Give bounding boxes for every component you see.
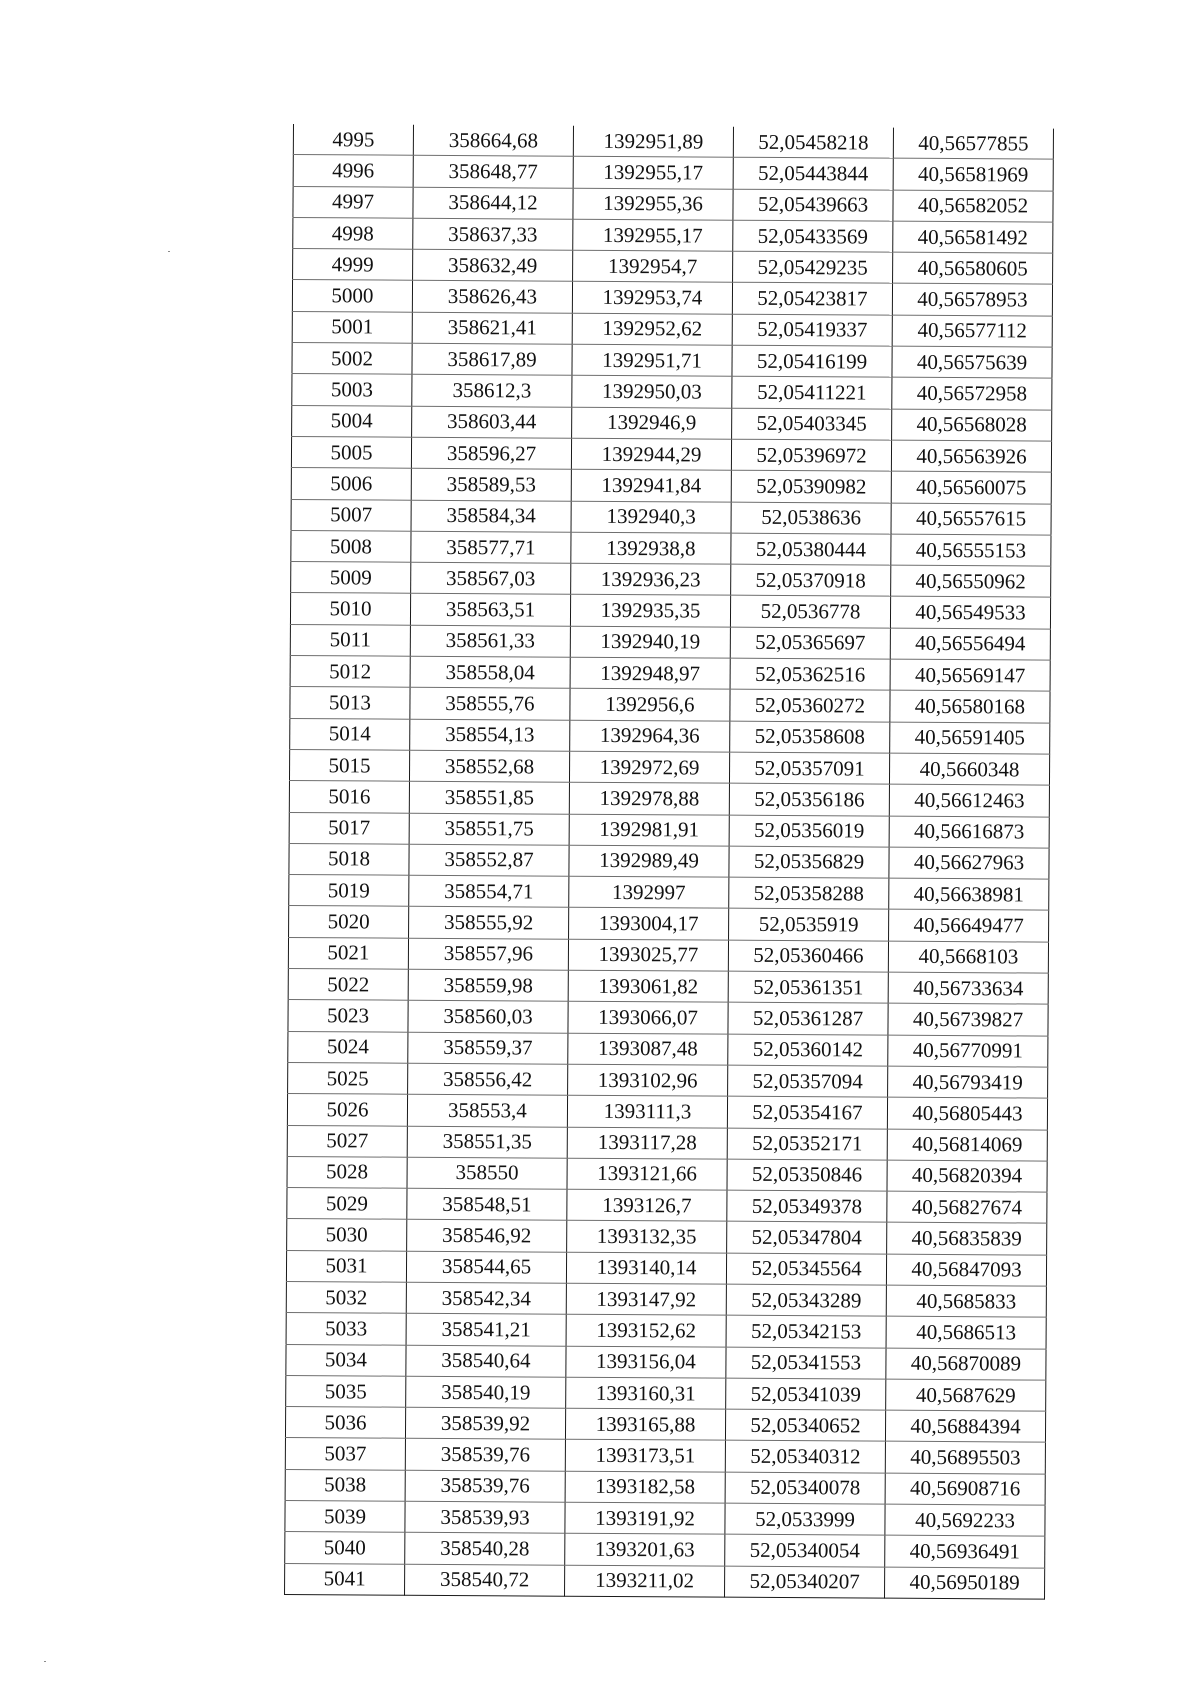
table-row [292,311,1052,347]
longitude-cell: 40,5685833 [886,1285,1046,1317]
point-number-cell: 5024 [288,1031,408,1063]
point-number-cell: 5021 [288,937,408,969]
y-coordinate-cell: 1392997 [569,876,729,908]
x-coordinate-cell: 358626,43 [412,281,572,313]
x-coordinate-cell: 358577,71 [411,531,571,563]
x-coordinate-cell: 358612,3 [412,375,572,407]
table-row [288,937,1048,973]
y-coordinate-cell: 1393173,51 [565,1440,725,1472]
y-coordinate-cell: 1393191,92 [565,1502,725,1534]
table-row [286,1281,1046,1317]
table-row [289,843,1049,879]
table-row [286,1375,1046,1411]
latitude-cell: 52,05345564 [726,1253,886,1285]
x-coordinate-cell: 358539,76 [405,1470,565,1502]
point-number-cell: 5017 [289,812,409,844]
x-coordinate-cell: 358559,37 [408,1032,568,1064]
longitude-cell: 40,56884394 [885,1410,1045,1442]
y-coordinate-cell: 1393156,04 [566,1346,726,1378]
point-number-cell: 5019 [289,875,409,907]
y-coordinate-cell: 1393117,28 [567,1127,727,1159]
latitude-cell: 52,05458218 [733,127,893,159]
longitude-cell: 40,56582052 [893,190,1053,222]
point-number-cell: 5029 [287,1188,407,1220]
x-coordinate-cell: 358546,92 [407,1220,567,1252]
table-row [287,1156,1047,1192]
point-number-cell: 5003 [292,374,412,406]
y-coordinate-cell: 1393182,58 [565,1471,725,1503]
latitude-cell: 52,05362516 [730,658,890,690]
x-coordinate-cell: 358539,92 [405,1407,565,1439]
point-number-cell: 5016 [289,781,409,813]
table-row [288,1031,1048,1067]
y-coordinate-cell: 1393102,96 [568,1064,728,1096]
x-coordinate-cell: 358555,92 [409,907,569,939]
table-row [288,1062,1048,1098]
table-row [290,624,1050,660]
x-coordinate-cell: 358544,65 [406,1251,566,1283]
table-row [293,217,1053,253]
point-number-cell: 5038 [285,1469,405,1501]
point-number-cell: 5020 [289,906,409,938]
x-coordinate-cell: 358539,76 [405,1439,565,1471]
y-coordinate-cell: 1393126,7 [567,1189,727,1221]
y-coordinate-cell: 1392938,8 [571,532,731,564]
x-coordinate-cell: 358542,34 [406,1282,566,1314]
table-row [291,468,1051,504]
longitude-cell: 40,56908716 [885,1473,1045,1505]
point-number-cell: 5000 [292,280,412,312]
point-number-cell: 5037 [285,1438,405,1470]
y-coordinate-cell: 1392955,36 [573,188,733,220]
latitude-cell: 52,05349378 [727,1190,887,1222]
y-coordinate-cell: 1393061,82 [568,970,728,1002]
table-row [287,1188,1047,1224]
table-row [289,875,1049,911]
latitude-cell: 52,05358608 [730,721,890,753]
longitude-cell: 40,56820394 [887,1160,1047,1192]
y-coordinate-cell: 1393147,92 [566,1283,726,1315]
point-number-cell: 5015 [289,749,409,781]
x-coordinate-cell: 358637,33 [413,218,573,250]
y-coordinate-cell: 1393087,48 [568,1033,728,1065]
table-row [285,1469,1045,1505]
longitude-cell: 40,5687629 [886,1379,1046,1411]
y-coordinate-cell: 1392940,19 [570,626,730,658]
longitude-cell: 40,56793419 [888,1066,1048,1098]
y-coordinate-cell: 1392972,69 [569,751,729,783]
table-row [293,186,1053,222]
y-coordinate-cell: 1392964,36 [570,720,730,752]
point-number-cell: 4999 [293,249,413,281]
longitude-cell: 40,56612463 [889,784,1049,816]
x-coordinate-cell: 358563,51 [410,594,570,626]
x-coordinate-cell: 358557,96 [408,938,568,970]
latitude-cell: 52,05356186 [729,783,889,815]
table-row [291,530,1051,566]
table-row [289,906,1049,942]
longitude-cell: 40,56638981 [889,878,1049,910]
latitude-cell: 52,05429235 [733,251,893,283]
x-coordinate-cell: 358632,49 [413,249,573,281]
longitude-cell: 40,56577112 [892,315,1052,347]
table-row [290,687,1050,723]
longitude-cell: 40,56591405 [890,722,1050,754]
longitude-cell: 40,5668103 [888,941,1048,973]
point-number-cell: 5027 [287,1125,407,1157]
x-coordinate-cell: 358553,4 [407,1094,567,1126]
y-coordinate-cell: 1392951,71 [572,344,732,376]
x-coordinate-cell: 358540,28 [405,1533,565,1565]
latitude-cell: 52,05347804 [727,1222,887,1254]
scan-speck [44,1661,46,1662]
y-coordinate-cell: 1392978,88 [569,782,729,814]
y-coordinate-cell: 1393025,77 [568,939,728,971]
longitude-cell: 40,56581492 [893,221,1053,253]
latitude-cell: 52,05365697 [730,627,890,659]
y-coordinate-cell: 1393165,88 [565,1408,725,1440]
latitude-cell: 52,05396972 [731,439,891,471]
x-coordinate-cell: 358554,13 [410,719,570,751]
y-coordinate-cell: 1392989,49 [569,845,729,877]
x-coordinate-cell: 358540,72 [405,1564,565,1596]
y-coordinate-cell: 1392951,89 [573,126,733,158]
latitude-cell: 52,05358288 [729,877,889,909]
point-number-cell: 5035 [286,1375,406,1407]
latitude-cell: 52,05340207 [725,1566,885,1598]
x-coordinate-cell: 358621,41 [412,312,572,344]
longitude-cell: 40,56572958 [892,378,1052,410]
point-number-cell: 5018 [289,843,409,875]
y-coordinate-cell: 1392954,7 [573,250,733,282]
point-number-cell: 5025 [288,1062,408,1094]
x-coordinate-cell: 358551,35 [407,1126,567,1158]
table-row [292,374,1052,410]
longitude-cell: 40,56827674 [887,1191,1047,1223]
y-coordinate-cell: 1393121,66 [567,1158,727,1190]
longitude-cell: 40,56733634 [888,972,1048,1004]
y-coordinate-cell: 1392941,84 [571,469,731,501]
latitude-cell: 52,0533999 [725,1503,885,1535]
longitude-cell: 40,56578953 [892,284,1052,316]
coordinates-table [284,124,1054,1600]
x-coordinate-cell: 358554,71 [409,875,569,907]
table-row [290,593,1050,629]
x-coordinate-cell: 358540,19 [406,1376,566,1408]
latitude-cell: 52,05439663 [733,189,893,221]
table-row [293,124,1053,159]
latitude-cell: 52,05370918 [731,564,891,596]
point-number-cell: 5007 [291,499,411,531]
point-number-cell: 5009 [291,562,411,594]
table-row [292,280,1052,316]
point-number-cell: 4997 [293,186,413,218]
point-number-cell: 5036 [285,1407,405,1439]
latitude-cell: 52,05341553 [726,1347,886,1379]
y-coordinate-cell: 1392981,91 [569,814,729,846]
point-number-cell: 5011 [290,624,410,656]
longitude-cell: 40,56616873 [889,816,1049,848]
y-coordinate-cell: 1392944,29 [571,438,731,470]
table-row [286,1344,1046,1380]
table-row [286,1250,1046,1286]
latitude-cell: 52,05340054 [725,1535,885,1567]
y-coordinate-cell: 1392950,03 [572,376,732,408]
latitude-cell: 52,05342153 [726,1315,886,1347]
longitude-cell: 40,5692233 [885,1504,1045,1536]
table-row [288,1000,1048,1036]
point-number-cell: 5040 [285,1532,405,1564]
latitude-cell: 52,05403345 [732,408,892,440]
x-coordinate-cell: 358648,77 [413,156,573,188]
longitude-cell: 40,56580605 [893,252,1053,284]
point-number-cell: 5005 [291,436,411,468]
longitude-cell: 40,56580168 [890,691,1050,723]
y-coordinate-cell: 1392955,17 [573,157,733,189]
point-number-cell: 4998 [293,217,413,249]
latitude-cell: 52,05390982 [731,470,891,502]
x-coordinate-cell: 358603,44 [412,406,572,438]
y-coordinate-cell: 1393132,35 [567,1221,727,1253]
y-coordinate-cell: 1392935,35 [570,595,730,627]
x-coordinate-cell: 358559,98 [408,969,568,1001]
longitude-cell: 40,56575639 [892,346,1052,378]
x-coordinate-cell: 358584,34 [411,500,571,532]
table-row [285,1532,1045,1568]
latitude-cell: 52,05433569 [733,220,893,252]
longitude-cell: 40,56556494 [890,628,1050,660]
latitude-cell: 52,05343289 [726,1284,886,1316]
table-row [291,436,1051,472]
table-row [285,1501,1045,1537]
table-row [287,1094,1047,1130]
point-number-cell: 5010 [290,593,410,625]
latitude-cell: 52,05356829 [729,846,889,878]
longitude-cell: 40,56569147 [890,659,1050,691]
latitude-cell: 52,05340652 [725,1409,885,1441]
longitude-cell: 40,56835839 [887,1223,1047,1255]
latitude-cell: 52,05361351 [728,971,888,1003]
table-row [285,1563,1045,1599]
x-coordinate-cell: 358551,85 [409,781,569,813]
x-coordinate-cell: 358552,68 [409,750,569,782]
point-number-cell: 5001 [292,311,412,343]
y-coordinate-cell: 1393111,3 [567,1095,727,1127]
x-coordinate-cell: 358561,33 [410,625,570,657]
latitude-cell: 52,05341039 [726,1378,886,1410]
point-number-cell: 5033 [286,1313,406,1345]
x-coordinate-cell: 358539,93 [405,1501,565,1533]
x-coordinate-cell: 358551,75 [409,813,569,845]
point-number-cell: 5022 [288,969,408,1001]
y-coordinate-cell: 1392936,23 [571,563,731,595]
y-coordinate-cell: 1392953,74 [572,282,732,314]
latitude-cell: 52,05357091 [729,752,889,784]
point-number-cell: 5013 [290,687,410,719]
x-coordinate-cell: 358541,21 [406,1313,566,1345]
longitude-cell: 40,56577855 [893,128,1053,160]
longitude-cell: 40,56557615 [891,503,1051,535]
table-row [289,749,1049,785]
latitude-cell: 52,05443844 [733,157,893,189]
latitude-cell: 52,05411221 [732,377,892,409]
longitude-cell: 40,56814069 [887,1129,1047,1161]
y-coordinate-cell: 1392948,97 [570,657,730,689]
latitude-cell: 52,05356019 [729,815,889,847]
y-coordinate-cell: 1393152,62 [566,1314,726,1346]
point-number-cell: 5031 [286,1250,406,1282]
x-coordinate-cell: 358540,64 [406,1345,566,1377]
y-coordinate-cell: 1392955,17 [573,219,733,251]
point-number-cell: 5034 [286,1344,406,1376]
longitude-cell: 40,56649477 [889,910,1049,942]
latitude-cell: 52,05361287 [728,1002,888,1034]
point-number-cell: 5039 [285,1501,405,1533]
point-number-cell: 4995 [293,124,413,156]
longitude-cell: 40,56895503 [885,1442,1045,1474]
longitude-cell: 40,56805443 [887,1097,1047,1129]
longitude-cell: 40,56870089 [886,1348,1046,1380]
latitude-cell: 52,05423817 [732,283,892,315]
x-coordinate-cell: 358644,12 [413,187,573,219]
y-coordinate-cell: 1392940,3 [571,501,731,533]
x-coordinate-cell: 358567,03 [411,562,571,594]
longitude-cell: 40,56549533 [890,597,1050,629]
x-coordinate-cell: 358596,27 [411,437,571,469]
y-coordinate-cell: 1393004,17 [569,908,729,940]
x-coordinate-cell: 358556,42 [408,1063,568,1095]
table-row [292,343,1052,379]
longitude-cell: 40,5660348 [889,753,1049,785]
table-row [290,656,1050,692]
point-number-cell: 5014 [290,718,410,750]
table-row [285,1407,1045,1443]
table-row [287,1125,1047,1161]
longitude-cell: 40,56550962 [891,565,1051,597]
latitude-cell: 52,05380444 [731,533,891,565]
point-number-cell: 5030 [287,1219,407,1251]
y-coordinate-cell: 1393211,02 [565,1565,725,1597]
latitude-cell: 52,05354167 [727,1096,887,1128]
table-row [289,812,1049,848]
x-coordinate-cell: 358555,76 [410,688,570,720]
y-coordinate-cell: 1393201,63 [565,1534,725,1566]
point-number-cell: 5026 [287,1094,407,1126]
latitude-cell: 52,05360142 [728,1034,888,1066]
y-coordinate-cell: 1393160,31 [566,1377,726,1409]
x-coordinate-cell: 358548,51 [407,1188,567,1220]
longitude-cell: 40,56847093 [886,1254,1046,1286]
point-number-cell: 5002 [292,343,412,375]
latitude-cell: 52,0536778 [730,596,890,628]
table-row [291,562,1051,598]
scan-speck [168,251,170,252]
point-number-cell: 5012 [290,656,410,688]
latitude-cell: 52,0538636 [731,502,891,534]
longitude-cell: 40,5686513 [886,1316,1046,1348]
latitude-cell: 52,05340078 [725,1472,885,1504]
point-number-cell: 5032 [286,1281,406,1313]
longitude-cell: 40,56739827 [888,1003,1048,1035]
point-number-cell: 5006 [291,468,411,500]
latitude-cell: 52,05419337 [732,314,892,346]
latitude-cell: 52,05340312 [725,1441,885,1473]
table-row [293,155,1053,191]
table-row [288,969,1048,1005]
y-coordinate-cell: 1392952,62 [572,313,732,345]
longitude-cell: 40,56555153 [891,534,1051,566]
longitude-cell: 40,56563926 [891,440,1051,472]
table-row [287,1219,1047,1255]
x-coordinate-cell: 358552,87 [409,844,569,876]
latitude-cell: 52,05357094 [728,1065,888,1097]
latitude-cell: 52,0535919 [729,909,889,941]
table-row [292,405,1052,441]
x-coordinate-cell: 358550 [407,1157,567,1189]
table-row [290,718,1050,754]
y-coordinate-cell: 1393066,07 [568,1002,728,1034]
longitude-cell: 40,56568028 [892,409,1052,441]
longitude-cell: 40,56936491 [885,1536,1045,1568]
y-coordinate-cell: 1392956,6 [570,689,730,721]
x-coordinate-cell: 358664,68 [413,125,573,157]
point-number-cell: 5041 [285,1563,405,1595]
latitude-cell: 52,05360466 [728,940,888,972]
latitude-cell: 52,05416199 [732,345,892,377]
table-row [289,781,1049,817]
x-coordinate-cell: 358558,04 [410,656,570,688]
point-number-cell: 4996 [293,155,413,187]
latitude-cell: 52,05360272 [730,690,890,722]
longitude-cell: 40,56581969 [893,158,1053,190]
y-coordinate-cell: 1392946,9 [572,407,732,439]
latitude-cell: 52,05352171 [727,1128,887,1160]
y-coordinate-cell: 1393140,14 [566,1252,726,1284]
longitude-cell: 40,56950189 [885,1567,1045,1599]
x-coordinate-cell: 358589,53 [411,468,571,500]
point-number-cell: 5023 [288,1000,408,1032]
table-row [285,1438,1045,1474]
table-row [286,1313,1046,1349]
point-number-cell: 5008 [291,530,411,562]
table-row [291,499,1051,535]
longitude-cell: 40,56560075 [891,471,1051,503]
x-coordinate-cell: 358617,89 [412,343,572,375]
point-number-cell: 5028 [287,1156,407,1188]
longitude-cell: 40,56770991 [888,1035,1048,1067]
coordinates-table-body [285,124,1054,1599]
longitude-cell: 40,56627963 [889,847,1049,879]
table-row [293,249,1053,285]
point-number-cell: 5004 [292,405,412,437]
latitude-cell: 52,05350846 [727,1159,887,1191]
x-coordinate-cell: 358560,03 [408,1001,568,1033]
